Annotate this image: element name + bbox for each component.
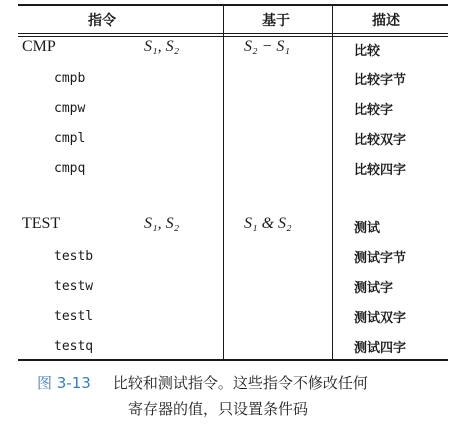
figure-number: 图 3-13 bbox=[37, 374, 91, 392]
cmp-based-on: S₂ − S₁ bbox=[244, 38, 290, 55]
cmpl-instruction: cmpl bbox=[54, 131, 86, 146]
instruction-table bbox=[18, 0, 448, 362]
column-separator-2 bbox=[332, 4, 333, 361]
cmpw-description: 比较字 bbox=[354, 103, 394, 118]
cmpq-description: 比较四字 bbox=[354, 163, 407, 178]
table-bottom-rule bbox=[18, 359, 448, 361]
cmp-instruction: CMP bbox=[22, 38, 56, 55]
testq-description: 测试四字 bbox=[354, 341, 407, 356]
testw-description: 测试字 bbox=[354, 281, 394, 296]
cmp-operands: S₁, S₂ bbox=[144, 38, 180, 55]
cmpw-instruction: cmpw bbox=[54, 101, 86, 116]
test-description: 测试 bbox=[354, 221, 381, 236]
figure-caption bbox=[37, 370, 447, 422]
table-top-rule bbox=[18, 4, 448, 6]
header-bottom-rule-2 bbox=[18, 36, 448, 37]
testl-description: 测试双字 bbox=[354, 311, 407, 326]
cmp-description: 比较 bbox=[354, 44, 381, 59]
caption-line-1: 比较和测试指令。这些指令不修改任何 bbox=[112, 374, 368, 392]
cmpl-description: 比较双字 bbox=[354, 133, 407, 148]
test-instruction: TEST bbox=[22, 215, 61, 232]
column-separator-1 bbox=[223, 4, 224, 361]
cmpb-description: 比较字节 bbox=[354, 73, 407, 88]
header-instruction: 指令 bbox=[88, 13, 116, 29]
testq-instruction: testq bbox=[54, 339, 94, 354]
cmpb-instruction: cmpb bbox=[54, 71, 86, 86]
testl-instruction: testl bbox=[54, 309, 94, 324]
testb-description: 测试字节 bbox=[354, 251, 407, 266]
header-based-on: 基于 bbox=[262, 13, 290, 29]
header-description: 描述 bbox=[372, 13, 400, 29]
testw-instruction: testw bbox=[54, 279, 94, 294]
header-bottom-rule bbox=[18, 33, 448, 34]
test-based-on: S₁ & S₂ bbox=[244, 215, 292, 232]
caption-line-2: 寄存器的值，只设置条件码 bbox=[128, 400, 309, 418]
cmpq-instruction: cmpq bbox=[54, 161, 86, 176]
testb-instruction: testb bbox=[54, 249, 94, 264]
test-operands: S₁, S₂ bbox=[144, 215, 180, 232]
